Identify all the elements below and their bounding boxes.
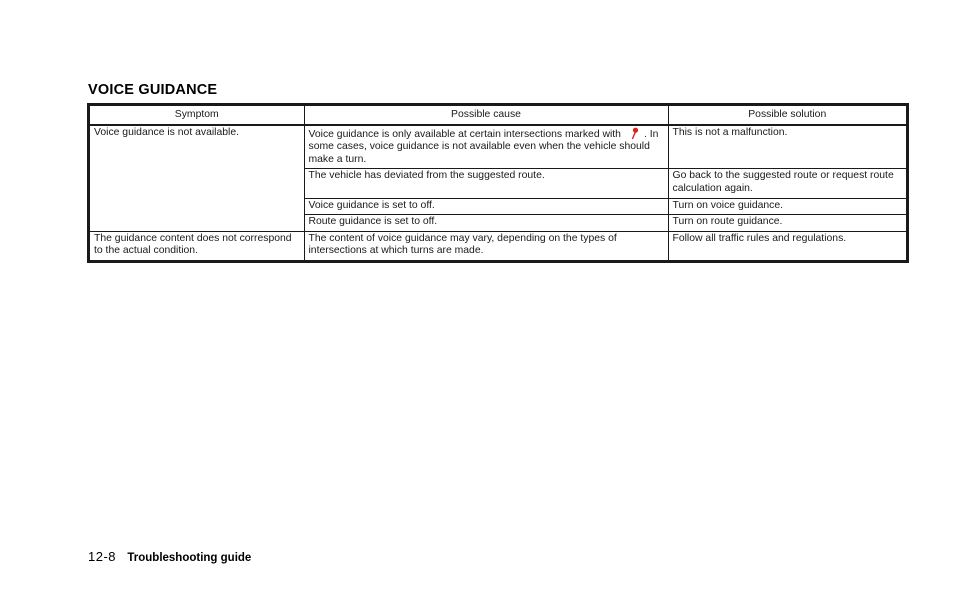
cause-cell: The content of voice guidance may vary, depending on the types of intersections at which turns are made. [304,231,668,261]
solution-cell: Turn on route guidance. [668,215,907,232]
symptom-cell: The guidance content does not correspond to the actual condition. [89,231,304,261]
cause-cell: The vehicle has deviated from the suggested route. [304,169,668,198]
solution-cell: Go back to the suggested route or request route calculation again. [668,169,907,198]
header-possible-cause: Possible cause [304,105,668,125]
solution-cell: Turn on voice guidance. [668,198,907,215]
symptom-cell: Voice guidance is not available. [89,125,304,232]
cause-cell: Voice guidance is set to off. [304,198,668,215]
solution-cell: This is not a malfunction. [668,125,907,169]
cause-text-before-icon: Voice guidance is only available at certain intersections marked with [308,128,621,140]
cause-cell [304,125,668,169]
page-number: 12-8 [88,549,117,564]
table-header-row [89,105,907,125]
guidance-point-pin-icon [627,127,641,139]
page-footer [88,549,251,564]
table-row [89,231,907,261]
header-symptom: Symptom [89,105,304,125]
cause-cell: Route guidance is set to off. [304,215,668,232]
table-row [89,125,907,169]
solution-cell: Follow all traffic rules and regulations. [668,231,907,261]
header-possible-solution: Possible solution [668,105,907,125]
troubleshooting-table [88,104,908,262]
footer-chapter-title: Troubleshooting guide [127,552,252,564]
section-title: VOICE GUIDANCE [88,82,218,98]
cause-text-after-icon: . In some cases, voice guidance is not available even when the vehicle should make a turn. [308,128,659,165]
